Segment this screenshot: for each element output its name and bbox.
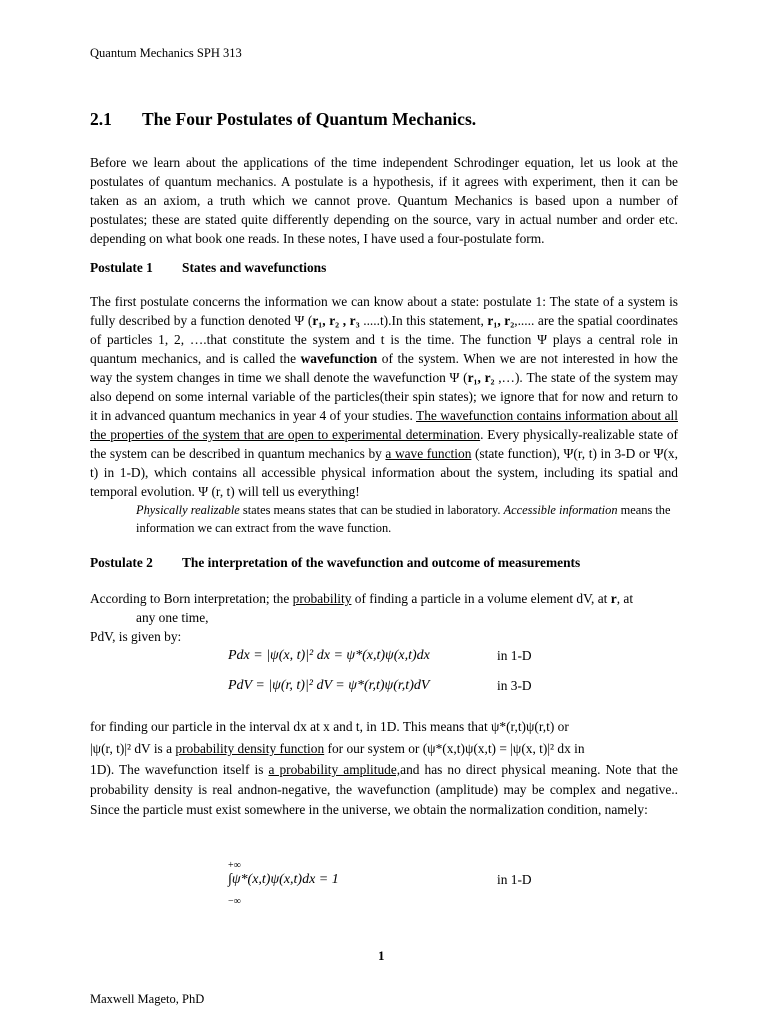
- p1-text-c: ,..... are the spatial coordinates of particles 1, 2, ….that constitute the system and t is the time. The function Ψ plays a central role in quantum mechanics, and is called the: [90, 313, 678, 366]
- note-text-1: states means states that can be studied in laboratory.: [239, 503, 504, 517]
- postulate-2-title: The interpretation of the wavefunction and outcome of measurements: [182, 555, 581, 570]
- section-number: 2.1: [90, 109, 112, 129]
- intro-paragraph: [90, 153, 678, 248]
- section-title-text: The Four Postulates of Quantum Mechanics.: [142, 109, 477, 129]
- p1-underlined-a: The wavefunction contains information about all the properties of the system that are open to experimental determination: [90, 408, 678, 442]
- p2-text-g1: 1D). The wavefunction itself is: [90, 762, 269, 777]
- postulate-2-label: Postulate 2: [90, 555, 153, 570]
- p1-text-e: ,…). The state of the system may also depend on some internal variable of the particles(their spin states); we ignore that for now and return to it in advanced quantum mechanics in year 4 of your studies.: [90, 370, 678, 423]
- normalization-equation: ∫ψ*(x,t)ψ(x,t)dx = 1: [228, 872, 339, 887]
- footer-author: Maxwell Mageto, PhD: [90, 992, 205, 1006]
- intro-text: Before we learn about the applications of the time independent Schrodinger equation, let us look at the postulates of quantum mechanics. A postulate is a hypothesis, if it agrees with experiment, then it can be taken as an axiom, a truth which we cannot prove. Quantum Mechanics is based upon a number of postulates; these are stated quite differently depending on the source, vary in actual number and order etc. depending on what book one reads. In these notes, I have used a four-postulate form.: [90, 155, 678, 246]
- p1-text-b: .....t).In this statement,: [359, 313, 488, 328]
- section-title: [90, 110, 476, 129]
- p2-pdf-term: probability density function: [175, 741, 325, 756]
- postulate-1-title: States and wavefunctions: [182, 260, 327, 275]
- p1-underlined-b: a wave function: [385, 446, 472, 461]
- postulate-2-heading: [90, 553, 580, 572]
- p1-text-a: The first postulate concerns the information we can know about a state: postulate 1: The state of a system is fully described by a function denoted Ψ (: [90, 294, 678, 328]
- note-term-2: Accessible information: [503, 503, 618, 517]
- postulate-1-heading: [90, 258, 326, 277]
- postulate-2-paragraph: [90, 716, 678, 820]
- equation-3d: PdV = |ψ(r, t)|² dV = ψ*(r,t)ψ(r,t)dV: [228, 678, 430, 693]
- p1-text-f: . Every physically-realizable state of the system can be described in quantum mechanics by: [90, 427, 678, 461]
- p1-wavefunction-term: wavefunction: [300, 351, 378, 366]
- p1-coords-a: r₁, r₂ , r₃: [312, 313, 360, 328]
- p2-text-f1: |ψ(r, t)|² dV is a: [90, 741, 176, 756]
- p2-text-b3: , at: [616, 591, 634, 606]
- postulate-2-intro: [90, 589, 678, 646]
- note-text-2: means the information we can extract from the wave function.: [136, 503, 671, 535]
- p2-text-b: of finding a particle in a volume element dV, at: [351, 591, 611, 606]
- running-header: Quantum Mechanics SPH 313: [90, 46, 242, 60]
- postulate-1-label: Postulate 1: [90, 260, 153, 275]
- p2-amplitude-term: a probability amplitude,: [268, 762, 401, 777]
- p1-coords-b: r₁, r₂: [487, 313, 515, 328]
- p1-text-g: (state function), Ψ(r, t) in 3-D or Ψ(x, t) in 1-D), which contains all accessible physical information about the system, including its spatial and temporal evolution. Ψ (r, t) will tell us everything!: [90, 446, 678, 499]
- page-number: 1: [378, 948, 385, 963]
- p2-r-symbol: r: [610, 591, 617, 606]
- integral-upper-limit: +∞: [228, 860, 241, 871]
- integral-lower-limit: −∞: [228, 896, 241, 907]
- p2-text-a: According to Born interpretation; the: [90, 591, 293, 606]
- note-term-1: Physically realizable: [136, 503, 240, 517]
- p2-text-g2: and has no direct physical meaning. Note that the probability density is real andnon-negative, the wavefunction (amplitude) may be complex and negative.. Since the particle must exist somewhere in the universe, we obtain the normalization condition, namely:: [90, 762, 679, 817]
- p2-text-c: any one time,: [136, 610, 209, 625]
- p1-text-d: of the system. When we are not interested in how the way the system changes in time we shall denote the wavefunction Ψ (: [90, 351, 678, 385]
- normalization-label: in 1-D: [497, 872, 532, 887]
- equation-3d-label: in 3-D: [497, 678, 532, 693]
- p2-probability-term: probability: [292, 591, 352, 606]
- p1-coords-c: r₁, r₂: [467, 370, 495, 385]
- equation-1d-label: in 1-D: [497, 648, 532, 663]
- p2-text-f2: for our system or (ψ*(x,t)ψ(x,t) = |ψ(x, t)|² dx in: [324, 741, 585, 756]
- postulate-1-paragraph: [90, 292, 678, 501]
- definitions-note: [136, 501, 678, 537]
- equation-1d: Pdx = |ψ(x, t)|² dx = ψ*(x,t)ψ(x,t)dx: [228, 648, 430, 663]
- p2-text-e: for finding our particle in the interval dx at x and t, in 1D. This means that ψ*(r,t)ψ(r,t) or: [90, 719, 569, 734]
- p2-text-d: PdV, is given by:: [90, 629, 182, 644]
